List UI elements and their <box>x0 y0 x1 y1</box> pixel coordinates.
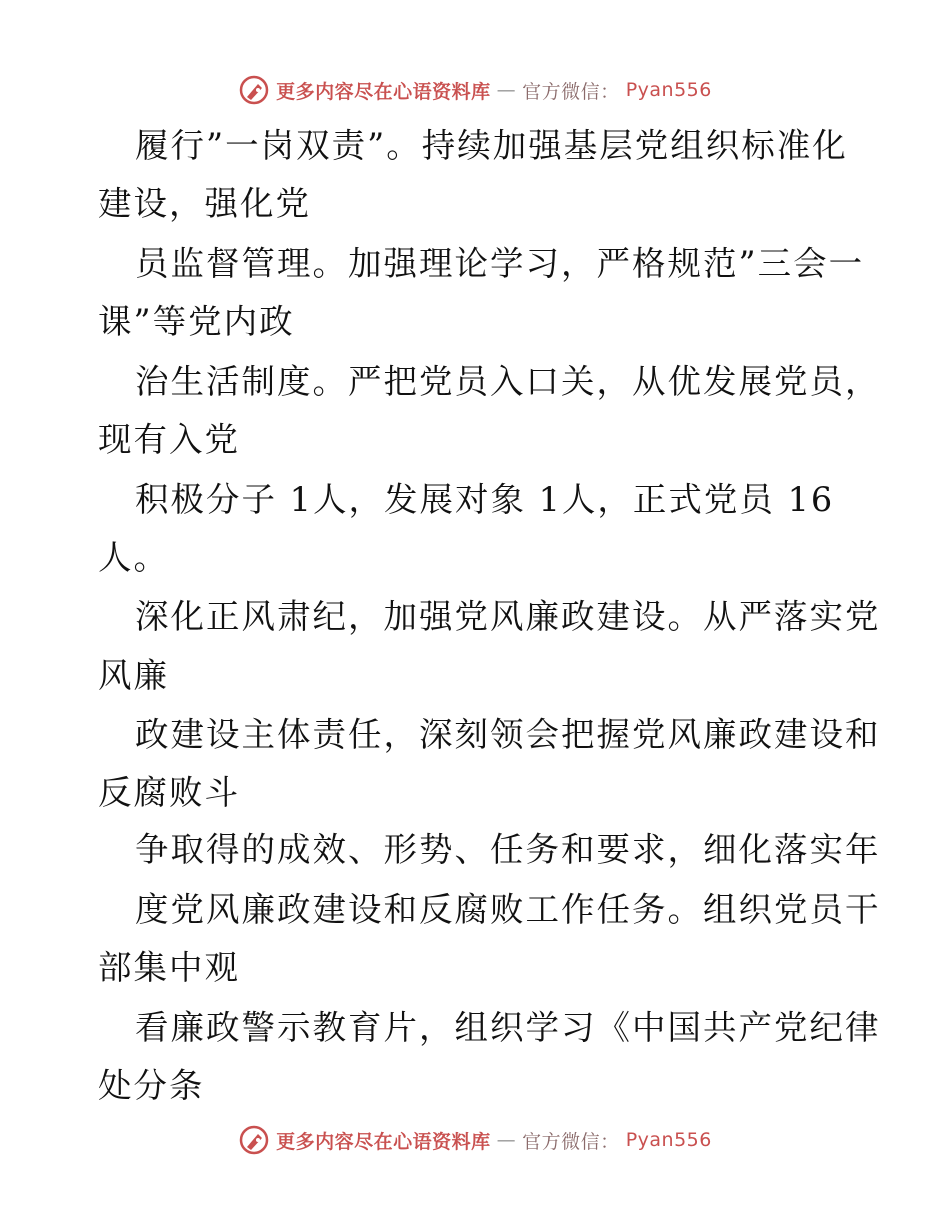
text-line: 部集中观 <box>98 948 240 987</box>
footer-watermark-title: 更多内容尽在心语资料库 <box>276 1130 491 1153</box>
text-line: 治生活制度。严把党员入口关，从优发展党员， <box>135 362 881 401</box>
footer-watermark-wechat-id: Pyan556 <box>625 1129 712 1151</box>
text-line: 现有入党 <box>98 420 240 459</box>
header-watermark-wechat-label: 官方微信： <box>522 80 620 103</box>
text-line: 履行”一岗双责”。持续加强基层党组织标准化 <box>135 126 848 165</box>
text-line: 建设，强化党 <box>98 184 311 223</box>
text-line: 员监督管理。加强理论学习，严格规范”三会一 <box>135 244 865 283</box>
text-line: 处分条 <box>98 1066 205 1105</box>
pen-logo-icon <box>238 74 270 106</box>
header-watermark <box>0 70 950 110</box>
header-watermark-title: 更多内容尽在心语资料库 <box>276 80 491 103</box>
text-line: 风廉 <box>98 656 169 695</box>
text-line: 反腐败斗 <box>98 773 240 812</box>
header-watermark-wechat-id: Pyan556 <box>625 79 712 101</box>
text-line: 争取得的成效、形势、任务和要求，细化落实年 <box>135 830 881 869</box>
text-line: 深化正风肃纪，加强党风廉政建设。从严落实党 <box>135 597 881 636</box>
pen-logo-icon <box>238 1124 270 1156</box>
text-line: 政建设主体责任，深刻领会把握党风廉政建设和 <box>135 715 881 754</box>
text-line: 积极分子 1人，发展对象 1人，正式党员 16 <box>135 480 835 519</box>
text-line: 看廉政警示教育片，组织学习《中国共产党纪律 <box>135 1008 881 1047</box>
text-line: 度党风廉政建设和反腐败工作任务。组织党员干 <box>135 890 881 929</box>
footer-watermark-wechat-label: 官方微信： <box>522 1130 620 1153</box>
footer-watermark-dash: — <box>496 1129 517 1151</box>
text-line: 人。 <box>98 538 169 577</box>
footer-watermark-group <box>238 1124 712 1156</box>
header-watermark-group <box>238 74 712 106</box>
footer-watermark <box>0 1120 950 1160</box>
text-line: 课”等党内政 <box>98 302 295 341</box>
header-watermark-dash: — <box>496 79 517 101</box>
